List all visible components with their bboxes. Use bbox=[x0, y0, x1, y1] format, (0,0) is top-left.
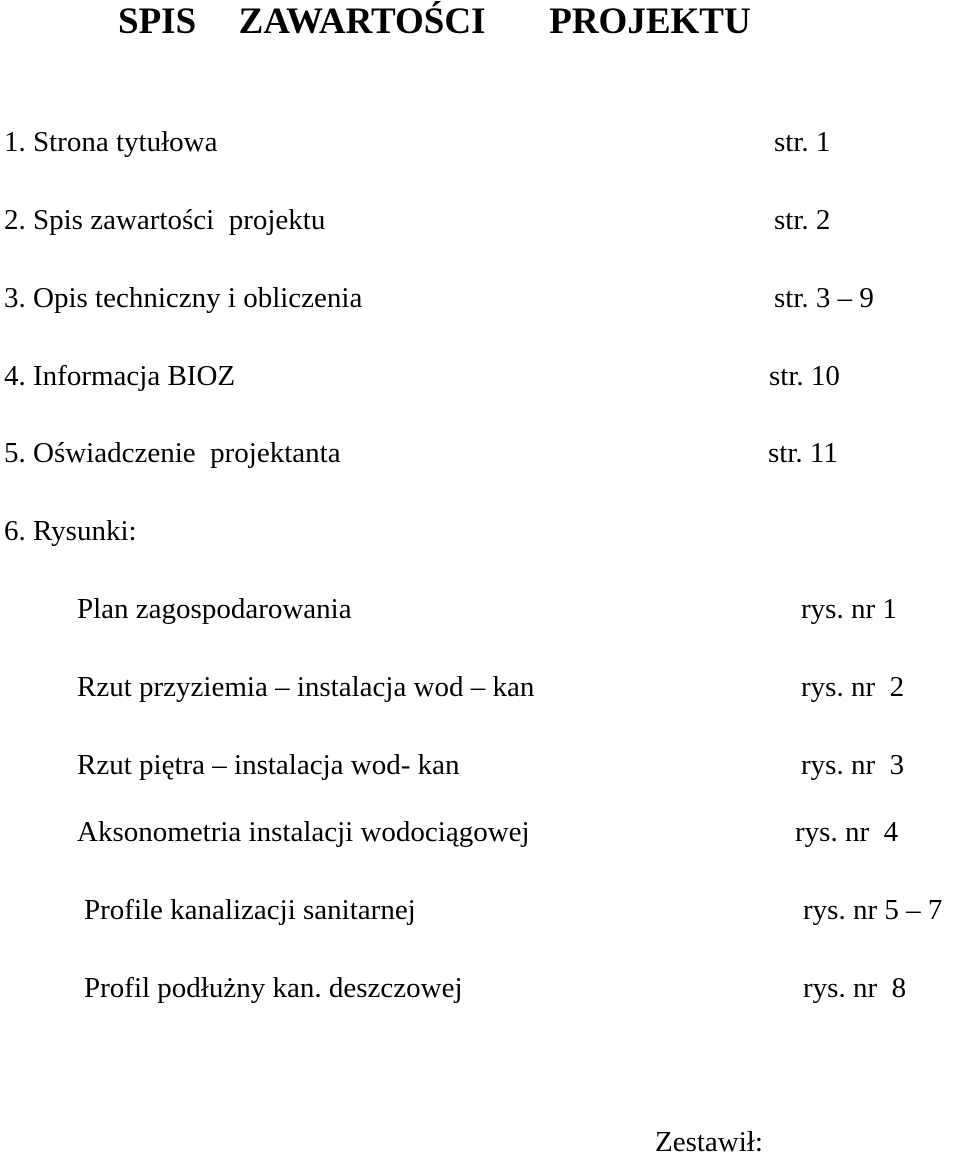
drawing-ref: rys. nr 8 bbox=[803, 972, 907, 1004]
drawing-label: Plan zagospodarowania bbox=[77, 593, 352, 625]
drawing-ref: rys. nr 3 bbox=[801, 749, 905, 781]
drawing-ref: rys. nr 1 bbox=[801, 593, 897, 625]
drawing-label: Profil podłużny kan. deszczowej bbox=[84, 972, 463, 1004]
item-label: 2. Spis zawartości projektu bbox=[4, 204, 326, 236]
item-page-ref: str. 3 – 9 bbox=[774, 282, 874, 314]
page-title: SPIS ZAWARTOŚCI PROJEKTU bbox=[118, 1, 751, 42]
item-label: 5. Oświadczenie projektanta bbox=[4, 437, 341, 469]
item-page-ref: str. 2 bbox=[774, 204, 831, 236]
item-page-ref: str. 11 bbox=[768, 437, 838, 469]
item-label: 6. Rysunki: bbox=[4, 515, 137, 547]
drawing-label: Rzut przyziemia – instalacja wod – kan bbox=[77, 671, 535, 703]
item-label: 1. Strona tytułowa bbox=[4, 126, 218, 158]
drawing-label: Rzut piętra – instalacja wod- kan bbox=[77, 749, 460, 781]
drawing-ref: rys. nr 4 bbox=[795, 816, 899, 848]
item-page-ref: str. 1 bbox=[774, 126, 831, 158]
signature-label: Zestawił: bbox=[655, 1126, 763, 1158]
item-label: 3. Opis techniczny i obliczenia bbox=[4, 282, 363, 314]
drawing-ref: rys. nr 5 – 7 bbox=[803, 894, 943, 926]
item-page-ref: str. 10 bbox=[769, 360, 840, 392]
drawing-label: Aksonometria instalacji wodociągowej bbox=[77, 816, 530, 848]
drawing-ref: rys. nr 2 bbox=[801, 671, 905, 703]
drawing-label: Profile kanalizacji sanitarnej bbox=[84, 894, 416, 926]
item-label: 4. Informacja BIOZ bbox=[4, 360, 236, 392]
